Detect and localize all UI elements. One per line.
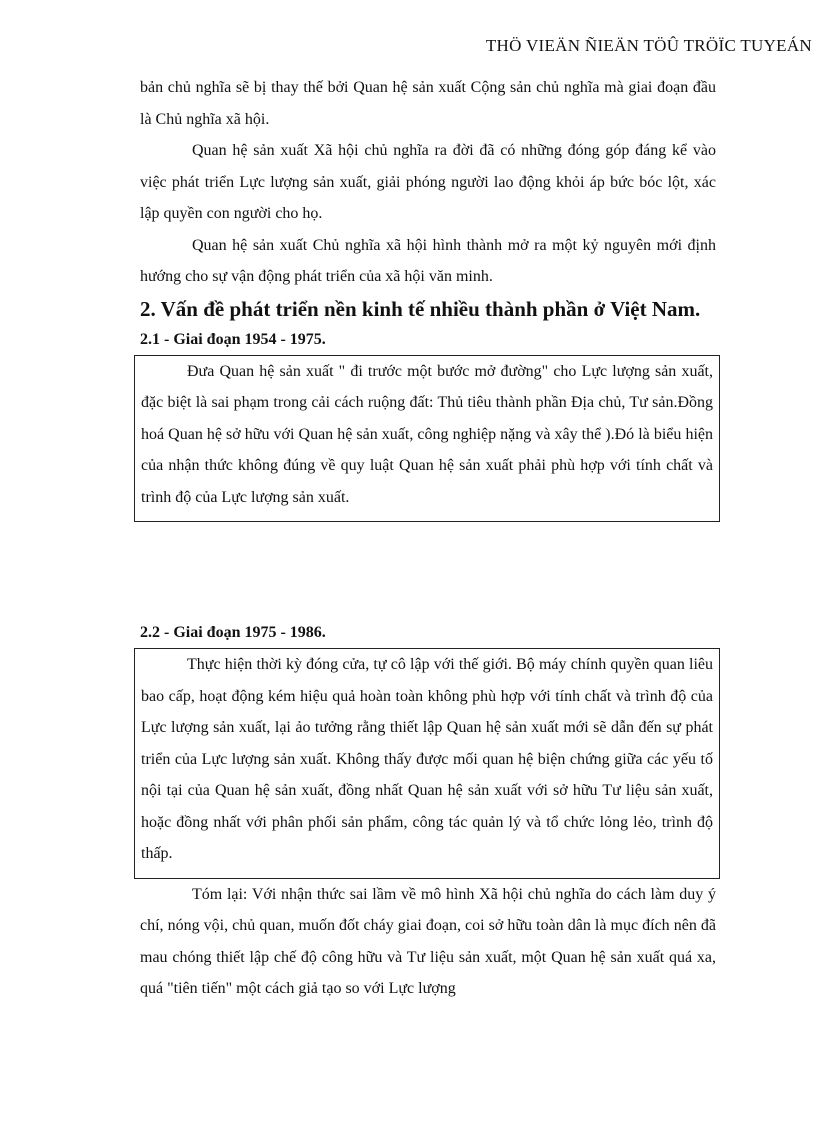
subsection-heading: 2.1 - Giai đoạn 1954 - 1975. (140, 330, 326, 348)
section-heading: 2. Vấn đề phát triển nền kinh tế nhiều thành phần ở Việt Nam. (140, 296, 701, 321)
boxed-note (134, 648, 720, 879)
page-header: THÖ VIEÄN ÑIEÄN TÖÛ TRÖÏC TUYEÁN (485, 36, 812, 55)
boxed-note (134, 355, 720, 523)
spacer (140, 522, 716, 618)
paragraph: bản chủ nghĩa sẽ bị thay thế bởi Quan hệ sản xuất Cộng sản chủ nghĩa mà giai đoạn đầu là Chủ nghĩa xã hội. (140, 79, 716, 128)
boxed-paragraph: Thực hiện thời kỳ đóng cửa, tự cô lập với thế giới. Bộ máy chính quyền quan liêu bao cấp, hoạt động kém hiệu quả hoàn toàn không phù hợp với tính chất và trình độ của Lực lượng sản xuất, lại ảo tưởng rằng thiết lập Quan hệ sản xuất mới sẽ dẫn đến sự phát triển của Lực lượng sản xuất. Không thấy được mối quan hệ biện chứng giữa các yếu tố nội tại của Quan hệ sản xuất, đồng nhất Quan hệ sản xuất với sở hữu Tư liệu sản xuất, hoặc đồng nhất với phân phối sản phẩm, công tác quản lý và tổ chức lỏng lẻo, trình độ thấp. (141, 656, 713, 862)
subsection-heading: 2.2 - Giai đoạn 1975 - 1986. (140, 624, 326, 641)
document-body (140, 72, 716, 1005)
boxed-paragraph: Đưa Quan hệ sản xuất " đi trước một bước mở đường" cho Lực lượng sản xuất, đặc biệt là sai phạm trong cải cách ruộng đất: Thủ tiêu thành phần Địa chủ, Tư sản.Đồng hoá Quan hệ sở hữu với Quan hệ sản xuất, công nghiệp nặng và xây thể ).Đó là biểu hiện của nhận thức không đúng về quy luật Quan hệ sản xuất phải phù hợp với tính chất và trình độ của Lực lượng sản xuất. (141, 362, 713, 506)
paragraph: Quan hệ sản xuất Xã hội chủ nghĩa ra đời đã có những đóng góp đáng kể vào việc phát triển Lực lượng sản xuất, giải phóng người lao động khỏi áp bức bóc lột, xác lập quyền con người cho họ. (140, 142, 716, 222)
paragraph: Quan hệ sản xuất Chủ nghĩa xã hội hình thành mở ra một kỷ nguyên mới định hướng cho sự vận động phát triển của xã hội văn minh. (140, 236, 716, 285)
summary-paragraph: Tóm lại: Với nhận thức sai lầm về mô hình Xã hội chủ nghĩa do cách làm duy ý chí, nóng vội, chủ quan, muốn đốt cháy giai đoạn, coi sở hữu toàn dân là mục đích nên đã mau chóng thiết lập chế độ công hữu và Tư liệu sản xuất, một Quan hệ sản xuất quá xa, quá "tiên tiến" một cách giả tạo so với Lực lượng (140, 885, 716, 997)
